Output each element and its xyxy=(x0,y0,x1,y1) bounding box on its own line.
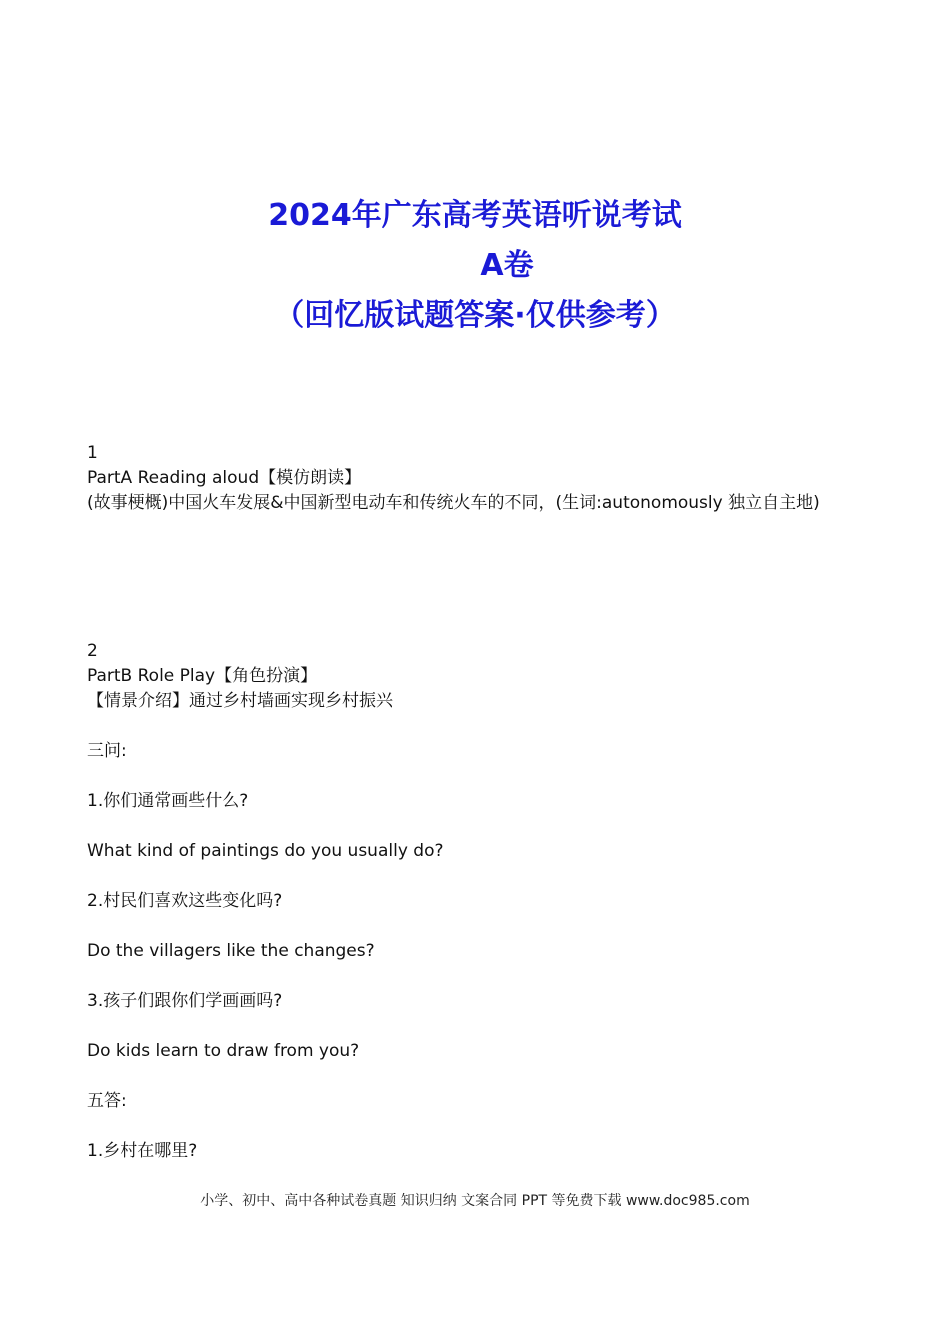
question-item: 1.你们通常画些什么? xyxy=(87,791,249,811)
part-b-heading: PartB Role Play【角色扮演】 xyxy=(87,666,318,686)
answer-item: 1.乡村在哪里? xyxy=(87,1141,198,1161)
document-subtitle-note: （回忆版试题答案·仅供参考） xyxy=(274,298,676,333)
question-item: 2.村民们喜欢这些变化吗? xyxy=(87,891,283,911)
part-b-number: 2 xyxy=(87,641,98,661)
part-a-section xyxy=(87,441,877,516)
part-b-section xyxy=(87,639,877,1164)
part-a-number: 1 xyxy=(87,443,98,463)
part-a-summary: (故事梗概)中国火车发展&中国新型电动车和传统火车的不同，(生词:autonomously 独立自主地) xyxy=(87,493,820,513)
five-answers-label: 五答: xyxy=(87,1091,127,1111)
question-item: Do kids learn to draw from you? xyxy=(87,1041,360,1061)
part-a-heading: PartA Reading aloud【模仿朗读】 xyxy=(87,468,362,488)
document-title: 2024年广东高考英语听说考试 xyxy=(268,198,682,233)
three-questions-label: 三问: xyxy=(87,741,127,761)
page-footer: 小学、初中、高中各种试卷真题 知识归纳 文案合同 PPT 等免费下载 www.doc985.com xyxy=(200,1193,750,1209)
document-subtitle-paper: A卷 xyxy=(480,248,534,283)
question-item: 3.孩子们跟你们学画画吗? xyxy=(87,991,283,1011)
part-b-scenario: 【情景介绍】通过乡村墙画实现乡村振兴 xyxy=(87,691,393,711)
question-item: Do the villagers like the changes? xyxy=(87,941,375,961)
question-item: What kind of paintings do you usually do? xyxy=(87,841,444,861)
